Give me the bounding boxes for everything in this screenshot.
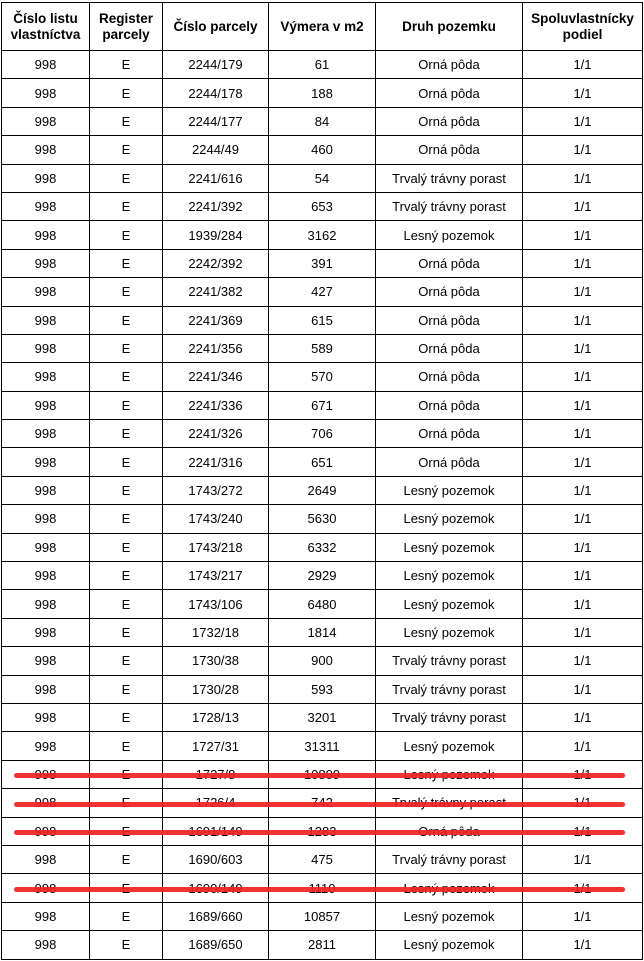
header-type: Druh pozemku: [376, 3, 523, 51]
cell-register: E: [90, 334, 163, 362]
cell-type: Orná pôda: [376, 391, 523, 419]
cell-parcel: 1730/38: [163, 647, 269, 675]
cell-lv: 998: [2, 505, 90, 533]
cell-share: 1/1: [523, 845, 643, 873]
cell-parcel: 2244/177: [163, 107, 269, 135]
cell-area: 593: [269, 675, 376, 703]
table-row: [2, 363, 643, 391]
cell-lv: 998: [2, 334, 90, 362]
cell-lv: 998: [2, 533, 90, 561]
cell-area: 651: [269, 448, 376, 476]
cell-area: 589: [269, 334, 376, 362]
cell-register: E: [90, 562, 163, 590]
cell-type: Lesný pozemok: [376, 562, 523, 590]
cell-register: E: [90, 675, 163, 703]
cell-type: Orná pôda: [376, 249, 523, 277]
cell-share: 1/1: [523, 562, 643, 590]
table-row: [2, 136, 643, 164]
cell-share: 1/1: [523, 221, 643, 249]
cell-register: E: [90, 647, 163, 675]
cell-type: Lesný pozemok: [376, 533, 523, 561]
cell-share: 1/1: [523, 505, 643, 533]
strike-through-line: [14, 802, 625, 807]
cell-lv: 998: [2, 703, 90, 731]
cell-share: 1/1: [523, 590, 643, 618]
cell-lv: 998: [2, 249, 90, 277]
cell-register: E: [90, 505, 163, 533]
table-row: [2, 249, 643, 277]
cell-parcel: 2241/616: [163, 164, 269, 192]
cell-share: 1/1: [523, 448, 643, 476]
cell-type: Trvalý trávny porast: [376, 845, 523, 873]
table-row: [2, 164, 643, 192]
cell-type: Orná pôda: [376, 334, 523, 362]
cell-type: Orná pôda: [376, 306, 523, 334]
cell-parcel: 1939/284: [163, 221, 269, 249]
cell-parcel: 1730/28: [163, 675, 269, 703]
header-register: Register parcely: [90, 3, 163, 51]
cell-area: 391: [269, 249, 376, 277]
cell-share: 1/1: [523, 51, 643, 79]
cell-parcel: 1732/18: [163, 618, 269, 646]
cell-parcel: 2241/356: [163, 334, 269, 362]
table-row: [2, 107, 643, 135]
cell-share: 1/1: [523, 249, 643, 277]
cell-share: 1/1: [523, 363, 643, 391]
cell-type: Trvalý trávny porast: [376, 647, 523, 675]
cell-parcel: 1728/13: [163, 703, 269, 731]
cell-area: 475: [269, 845, 376, 873]
table-row: [2, 79, 643, 107]
cell-lv: 998: [2, 79, 90, 107]
cell-parcel: 1743/240: [163, 505, 269, 533]
header-row: [2, 3, 643, 51]
cell-parcel: 1689/660: [163, 902, 269, 930]
cell-area: 61: [269, 51, 376, 79]
cell-area: 6332: [269, 533, 376, 561]
cell-area: 900: [269, 647, 376, 675]
cell-share: 1/1: [523, 164, 643, 192]
cell-share: 1/1: [523, 618, 643, 646]
cell-lv: 998: [2, 448, 90, 476]
cell-register: E: [90, 107, 163, 135]
cell-lv: 998: [2, 420, 90, 448]
cell-parcel: 1689/650: [163, 931, 269, 959]
table-row: [2, 675, 643, 703]
header-area: Výmera v m2: [269, 3, 376, 51]
cell-parcel: 1690/603: [163, 845, 269, 873]
cell-area: 2649: [269, 476, 376, 504]
table-row: [2, 278, 643, 306]
cell-register: E: [90, 845, 163, 873]
cell-share: 1/1: [523, 533, 643, 561]
cell-type: Orná pôda: [376, 448, 523, 476]
table-row: [2, 590, 643, 618]
cell-register: E: [90, 51, 163, 79]
cell-area: 3162: [269, 221, 376, 249]
cell-lv: 998: [2, 221, 90, 249]
cell-area: 5630: [269, 505, 376, 533]
cell-type: Orná pôda: [376, 420, 523, 448]
table-row: [2, 476, 643, 504]
cell-type: Orná pôda: [376, 51, 523, 79]
strike-through-line: [14, 773, 625, 778]
cell-share: 1/1: [523, 931, 643, 959]
cell-register: E: [90, 306, 163, 334]
cell-lv: 998: [2, 363, 90, 391]
cell-area: 671: [269, 391, 376, 419]
parcel-table: [1, 2, 643, 960]
header-lv: Číslo listu vlastníctva: [2, 3, 90, 51]
cell-type: Trvalý trávny porast: [376, 675, 523, 703]
cell-register: E: [90, 79, 163, 107]
cell-area: 10857: [269, 902, 376, 930]
cell-parcel: 1727/31: [163, 732, 269, 760]
cell-register: E: [90, 249, 163, 277]
cell-type: Orná pôda: [376, 79, 523, 107]
cell-share: 1/1: [523, 675, 643, 703]
table-row: [2, 221, 643, 249]
cell-type: Lesný pozemok: [376, 590, 523, 618]
header-parcel: Číslo parcely: [163, 3, 269, 51]
cell-area: 2811: [269, 931, 376, 959]
cell-type: Orná pôda: [376, 363, 523, 391]
cell-share: 1/1: [523, 136, 643, 164]
cell-area: 570: [269, 363, 376, 391]
cell-parcel: 2241/316: [163, 448, 269, 476]
strike-through-line: [14, 887, 625, 892]
cell-parcel: 2241/392: [163, 192, 269, 220]
cell-register: E: [90, 420, 163, 448]
cell-lv: 998: [2, 845, 90, 873]
cell-type: Orná pôda: [376, 107, 523, 135]
cell-register: E: [90, 902, 163, 930]
cell-register: E: [90, 590, 163, 618]
cell-register: E: [90, 732, 163, 760]
cell-type: Trvalý trávny porast: [376, 164, 523, 192]
cell-register: E: [90, 221, 163, 249]
table-row: [2, 51, 643, 79]
cell-register: E: [90, 476, 163, 504]
table-row: [2, 931, 643, 959]
cell-parcel: 2241/369: [163, 306, 269, 334]
cell-area: 427: [269, 278, 376, 306]
cell-area: 3201: [269, 703, 376, 731]
cell-parcel: 2241/326: [163, 420, 269, 448]
cell-area: 31311: [269, 732, 376, 760]
header-share: Spoluvlastnícky podiel: [523, 3, 643, 51]
cell-lv: 998: [2, 51, 90, 79]
cell-register: E: [90, 703, 163, 731]
table-row: [2, 902, 643, 930]
cell-area: 84: [269, 107, 376, 135]
cell-share: 1/1: [523, 306, 643, 334]
cell-parcel: 2244/179: [163, 51, 269, 79]
cell-type: Lesný pozemok: [376, 931, 523, 959]
cell-type: Trvalý trávny porast: [376, 192, 523, 220]
cell-share: 1/1: [523, 278, 643, 306]
cell-parcel: 2244/49: [163, 136, 269, 164]
cell-register: E: [90, 533, 163, 561]
strike-through-line: [14, 830, 625, 835]
cell-parcel: 2244/178: [163, 79, 269, 107]
cell-register: E: [90, 136, 163, 164]
table-row: [2, 703, 643, 731]
cell-type: Orná pôda: [376, 136, 523, 164]
cell-area: 188: [269, 79, 376, 107]
table-row: [2, 192, 643, 220]
cell-share: 1/1: [523, 420, 643, 448]
cell-lv: 998: [2, 732, 90, 760]
table-row: [2, 845, 643, 873]
cell-area: 615: [269, 306, 376, 334]
cell-share: 1/1: [523, 703, 643, 731]
cell-type: Orná pôda: [376, 278, 523, 306]
cell-parcel: 2241/346: [163, 363, 269, 391]
cell-type: Lesný pozemok: [376, 505, 523, 533]
cell-lv: 998: [2, 391, 90, 419]
table-row: [2, 306, 643, 334]
table-row: [2, 618, 643, 646]
cell-type: Lesný pozemok: [376, 476, 523, 504]
cell-area: 6480: [269, 590, 376, 618]
cell-lv: 998: [2, 902, 90, 930]
cell-lv: 998: [2, 136, 90, 164]
cell-lv: 998: [2, 675, 90, 703]
cell-share: 1/1: [523, 476, 643, 504]
cell-register: E: [90, 391, 163, 419]
cell-register: E: [90, 278, 163, 306]
cell-lv: 998: [2, 618, 90, 646]
cell-type: Trvalý trávny porast: [376, 703, 523, 731]
cell-share: 1/1: [523, 79, 643, 107]
cell-area: 706: [269, 420, 376, 448]
cell-lv: 998: [2, 278, 90, 306]
cell-lv: 998: [2, 562, 90, 590]
table-row: [2, 391, 643, 419]
cell-area: 653: [269, 192, 376, 220]
table-row: [2, 420, 643, 448]
cell-share: 1/1: [523, 391, 643, 419]
table-row: [2, 647, 643, 675]
cell-share: 1/1: [523, 107, 643, 135]
cell-parcel: 2241/382: [163, 278, 269, 306]
cell-lv: 998: [2, 647, 90, 675]
cell-area: 54: [269, 164, 376, 192]
table-row: [2, 334, 643, 362]
cell-register: E: [90, 618, 163, 646]
cell-parcel: 2242/392: [163, 249, 269, 277]
cell-type: Lesný pozemok: [376, 618, 523, 646]
cell-share: 1/1: [523, 732, 643, 760]
cell-lv: 998: [2, 476, 90, 504]
cell-share: 1/1: [523, 334, 643, 362]
cell-register: E: [90, 931, 163, 959]
cell-share: 1/1: [523, 647, 643, 675]
cell-lv: 998: [2, 306, 90, 334]
cell-lv: 998: [2, 107, 90, 135]
cell-lv: 998: [2, 164, 90, 192]
cell-type: Lesný pozemok: [376, 221, 523, 249]
cell-register: E: [90, 448, 163, 476]
cell-share: 1/1: [523, 192, 643, 220]
table-row: [2, 732, 643, 760]
cell-share: 1/1: [523, 902, 643, 930]
cell-lv: 998: [2, 931, 90, 959]
cell-lv: 998: [2, 192, 90, 220]
cell-parcel: 1743/218: [163, 533, 269, 561]
cell-area: 2929: [269, 562, 376, 590]
cell-type: Lesný pozemok: [376, 902, 523, 930]
cell-register: E: [90, 164, 163, 192]
cell-register: E: [90, 363, 163, 391]
cell-parcel: 1743/106: [163, 590, 269, 618]
cell-lv: 998: [2, 590, 90, 618]
table-row: [2, 533, 643, 561]
cell-parcel: 1743/217: [163, 562, 269, 590]
cell-parcel: 2241/336: [163, 391, 269, 419]
cell-parcel: 1743/272: [163, 476, 269, 504]
cell-type: Lesný pozemok: [376, 732, 523, 760]
table-row: [2, 505, 643, 533]
table-row: [2, 562, 643, 590]
cell-register: E: [90, 192, 163, 220]
cell-area: 1814: [269, 618, 376, 646]
table-row: [2, 448, 643, 476]
cell-area: 460: [269, 136, 376, 164]
